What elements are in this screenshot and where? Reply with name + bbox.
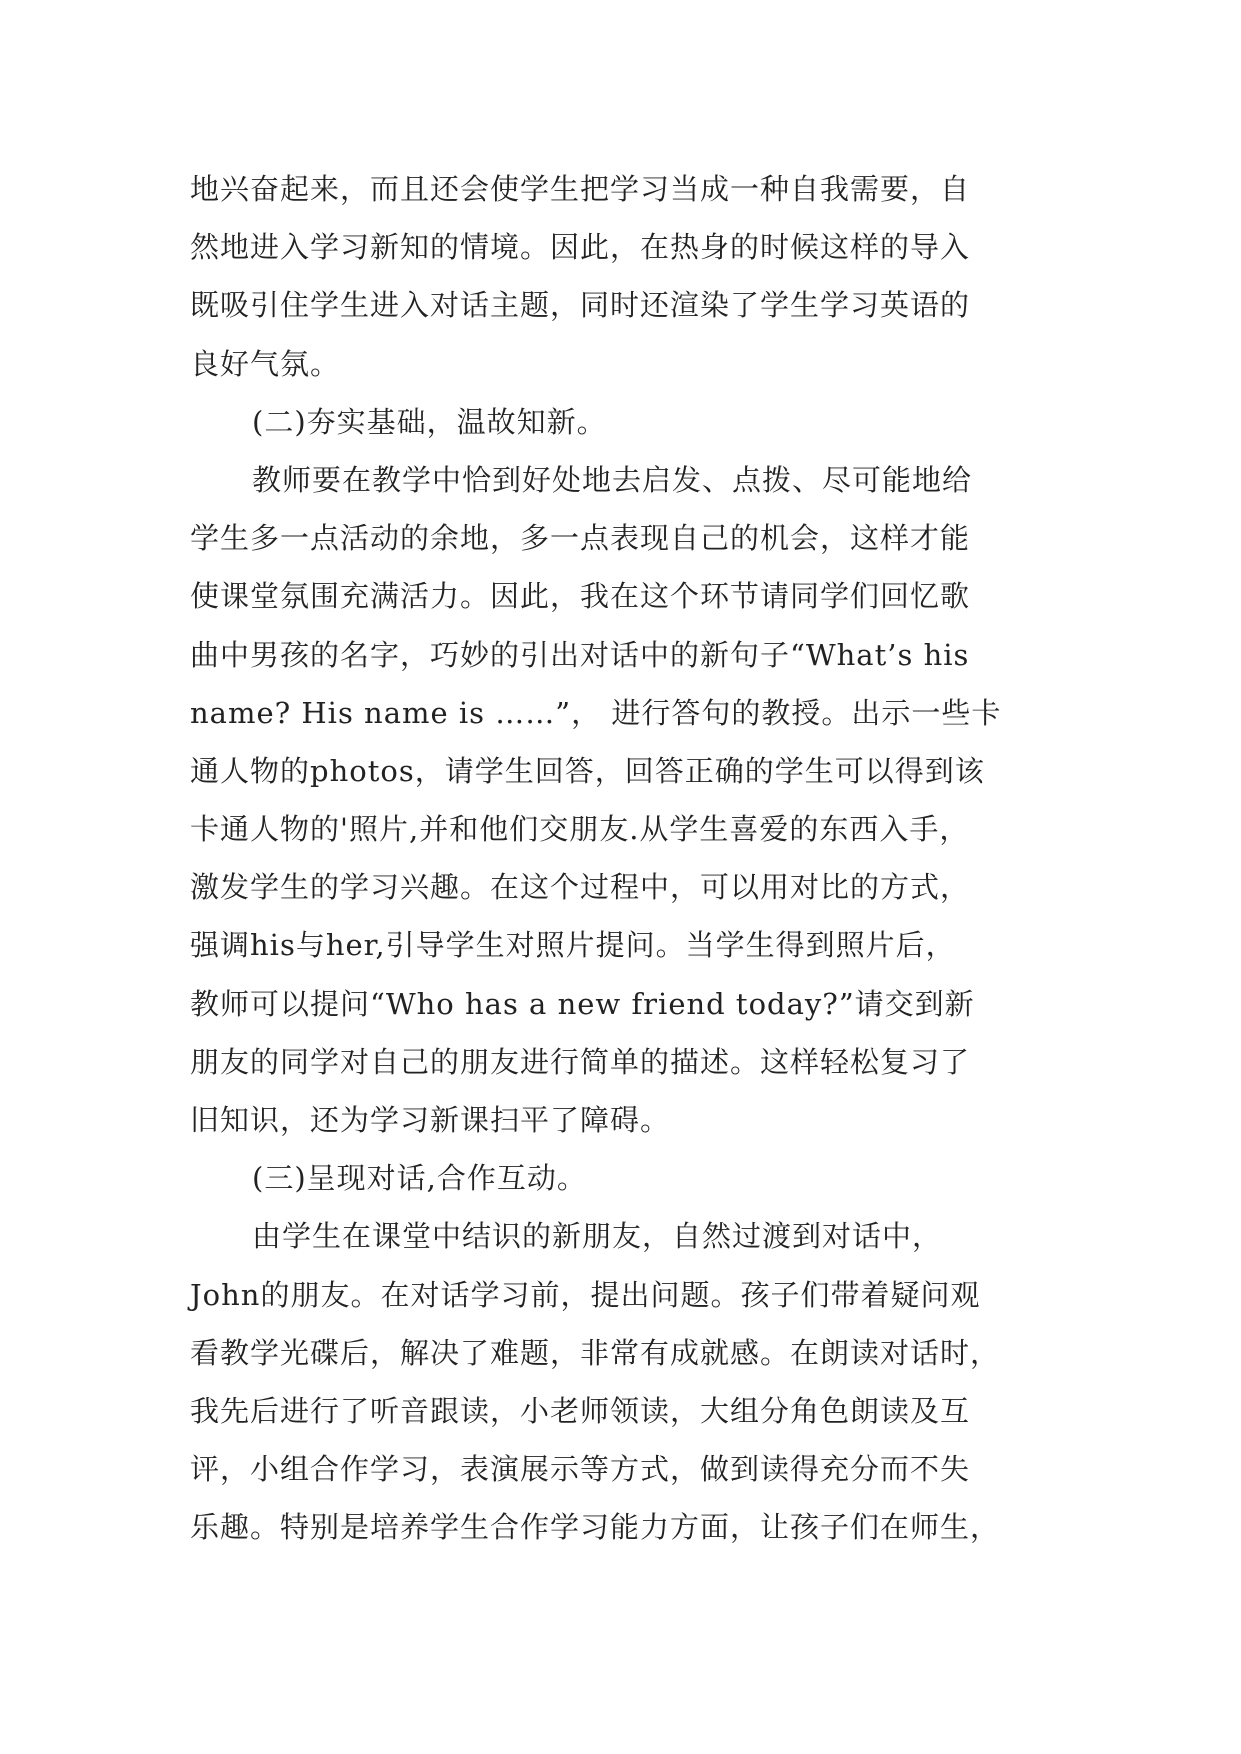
text-line: 良好气氛。 xyxy=(190,346,341,381)
text-line: 通人物的photos，请学生回答，回答正确的学生可以得到该 xyxy=(190,753,985,788)
text-line: 教师要在教学中恰到好处地去启发、点拨、尽可能地给 xyxy=(252,462,973,497)
text-line: 我先后进行了听音跟读，小老师领读，大组分角色朗读及互 xyxy=(190,1393,971,1428)
text-line: 地兴奋起来，而且还会使学生把学习当成一种自我需要，自 xyxy=(190,172,971,206)
text-line: name? His name is ……”， 进行答句的教授。出示一些卡 xyxy=(190,695,1002,730)
text-line: 使课堂氛围充满活力。因此，我在这个环节请同学们回忆歌 xyxy=(190,579,971,614)
text-line: 学生多一点活动的余地，多一点表现自己的机会，这样才能 xyxy=(190,521,971,556)
text-line: 曲中男孩的名字，巧妙的引出对话中的新句子“What’s his xyxy=(190,637,970,672)
text-line: 强调his与her,引导学生对照片提问。当学生得到照片后， xyxy=(190,928,956,963)
text-line: 朋友的同学对自己的朋友进行简单的描述。这样轻松复习了 xyxy=(190,1044,971,1079)
text-line: 教师可以提问“Who has a new friend today?”请交到新 xyxy=(190,986,975,1021)
document-body xyxy=(190,160,1060,1557)
text-line: 卡通人物的'照片,并和他们交朋友.从学生喜爱的东西入手， xyxy=(190,812,970,847)
text-line: 看教学光碟后，解决了难题，非常有成就感。在朗读对话时， xyxy=(190,1335,1001,1370)
text-line: 由学生在课堂中结识的新朋友，自然过渡到对话中， xyxy=(252,1219,943,1254)
text-line: 旧知识，还为学习新课扫平了障碍。 xyxy=(190,1103,671,1137)
text-line: 既吸引住学生进入对话主题，同时还渲染了学生学习英语的 xyxy=(190,288,971,323)
text-line: 激发学生的学习兴趣。在这个过程中，可以用对比的方式， xyxy=(190,870,971,905)
text-line: John的朋友。在对话学习前，提出问题。孩子们带着疑问观 xyxy=(190,1277,981,1312)
text-line: 乐趣。特别是培养学生合作学习能力方面，让孩子们在师生， xyxy=(190,1510,1001,1545)
text-line: 评，小组合作学习，表演展示等方式，做到读得充分而不失 xyxy=(190,1452,971,1487)
text-line: (二)夯实基础，温故知新。 xyxy=(252,404,607,439)
text-line: 然地进入学习新知的情境。因此，在热身的时候这样的导入 xyxy=(190,230,971,265)
text-line: (三)呈现对话,合作互动。 xyxy=(252,1161,587,1196)
